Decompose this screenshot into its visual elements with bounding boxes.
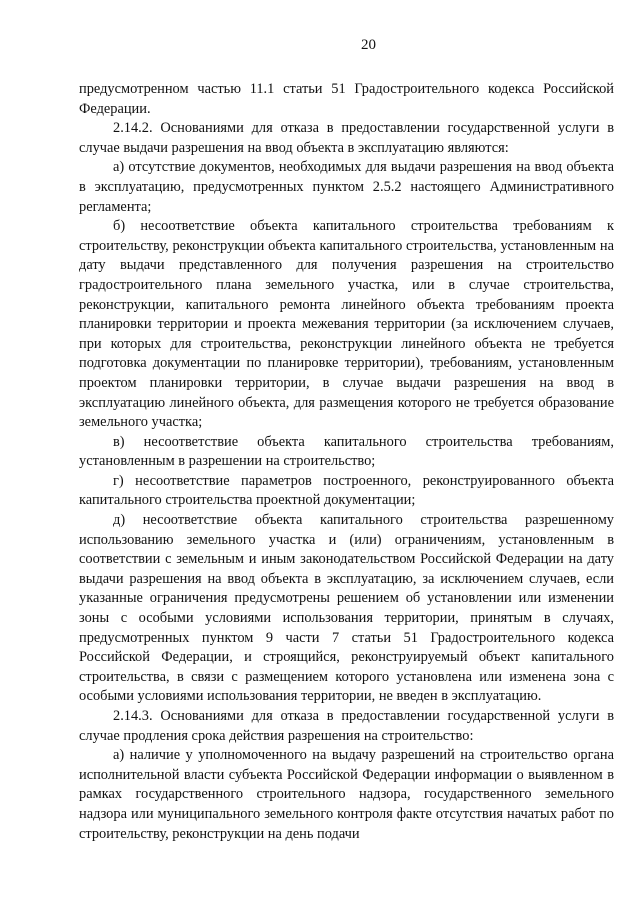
paragraph-item-a: а) отсутствие документов, необходимых для выдачи разрешения на ввод объекта в эксплуатацию, предусмотренных пунктом 2.5.2 настоящего Административного регламента; — [79, 159, 614, 215]
paragraph-item-d: д) несоответствие объекта капитального строительства разрешенному использованию земельного участка и (или) ограничениям, установленным в соответствии с земельным и иным законодательством Российской Федерации на дату выдачи разрешения на ввод объекта в эксплуатацию, за исключением случаев, если указанные ограничения предусмотрены решением об установлении или изменении зоны с особыми условиями использования территории, принятым в случаях, предусмотренных пунктом 9 части 7 статьи 51 Градостроительного кодекса Российской Федерации, и строящийся, реконструируемый объект капитального строительства, в связи с размещением которого установлена или изменена зона с особыми условиями использования территории, не введен в эксплуатацию. — [79, 512, 614, 705]
paragraph-item-g: г) несоответствие параметров построенного, реконструированного объекта капитального строительства проектной документации; — [79, 472, 614, 509]
paragraph-item-a-2: а) наличие у уполномоченного на выдачу разрешений на строительство органа исполнительной власти субъекта Российской Федерации информации о выявленном в рамках государственного строительного надзора, государственного земельного надзора или муниципального земельного контроля факте отсутствия начатых работ по строительству, реконструкции на день подачи — [79, 747, 614, 842]
document-body — [79, 80, 614, 844]
paragraph-item-v: в) несоответствие объекта капитального строительства требованиям, установленным в разрешении на строительство; — [79, 433, 614, 470]
paragraph-2-14-3: 2.14.3. Основаниями для отказа в предоставлении государственной услуги в случае продления срока действия разрешения на строительство: — [79, 708, 614, 744]
paragraph-continuation: предусмотренном частью 11.1 статьи 51 Градостроительного кодекса Российской Федерации. — [79, 81, 614, 117]
paragraph-2-14-2: 2.14.2. Основаниями для отказа в предоставлении государственной услуги в случае выдачи разрешения на ввод объекта в эксплуатацию являются: — [79, 120, 614, 156]
page-number: 20 — [361, 37, 376, 53]
paragraph-item-b: б) несоответствие объекта капитального строительства требованиям к строительству, реконструкции объекта капитального строительства, установленным на дату выдачи представленного для получения разрешения на строительство градостроительного плана земельного участка, или в случае строительства, реконструкции, капитального ремонта линейного объекта требованиям проекта планировки территории и проекта межевания территории (за исключением случаев, при которых для строительства, реконструкции линейного объекта не требуется подготовка документации по планировке территории), требованиям, установленным проектом планировки территории, в случае выдачи разрешения на ввод в эксплуатацию линейного объекта, для размещения которого не требуется образование земельного участка; — [79, 218, 614, 431]
